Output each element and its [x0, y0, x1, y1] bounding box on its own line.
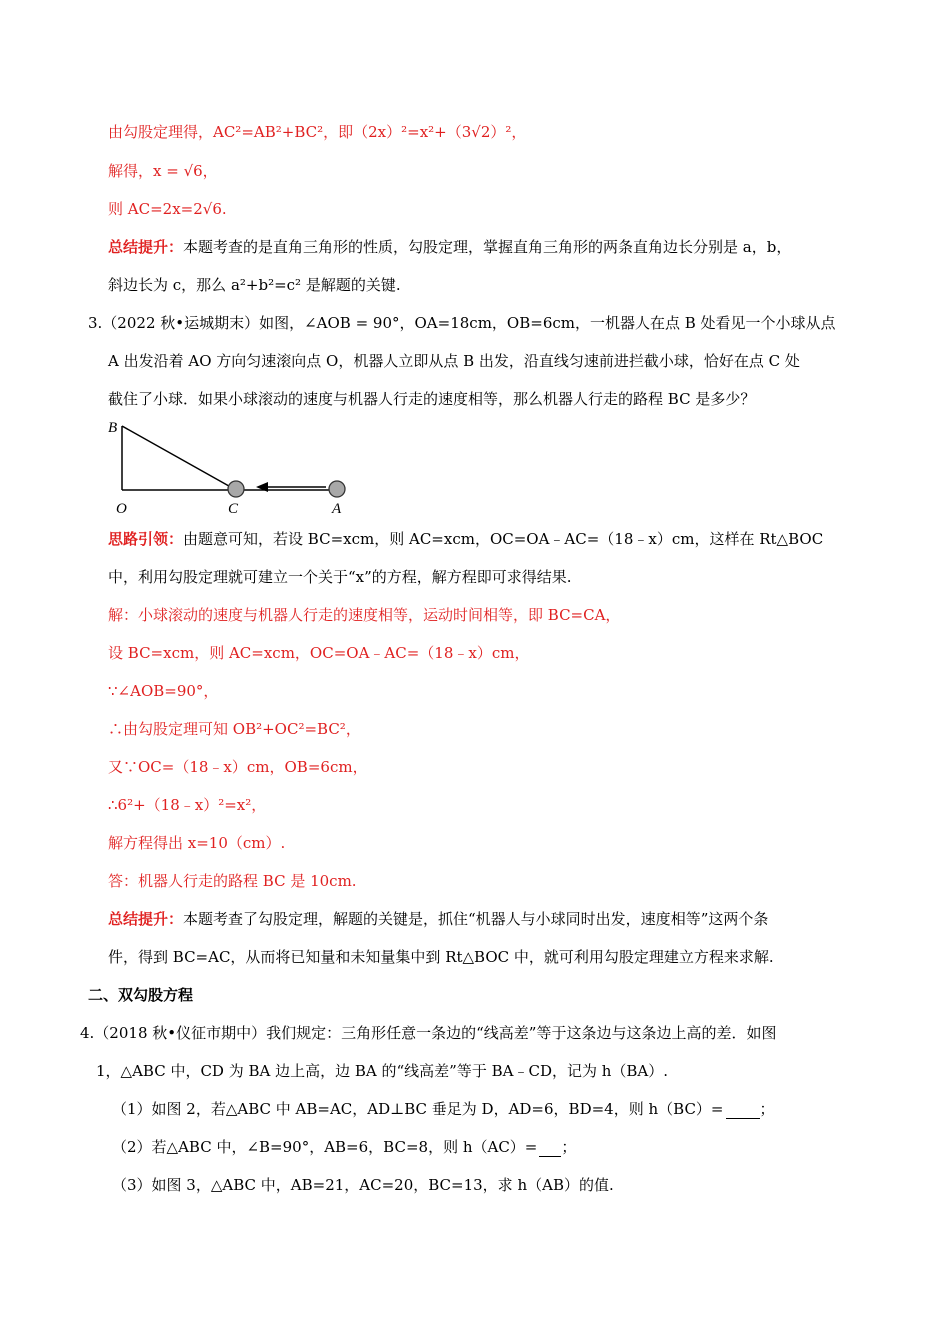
label-c: C [228, 501, 239, 517]
thinking-text: 由题意可知，若设 BC=xcm，则 AC=xcm，OC=OA﹣AC=（18﹣x）cm，这样在 Rt△BOC [183, 530, 824, 548]
question-end: ； [759, 1100, 775, 1118]
section-title: 二、双勾股方程 [88, 986, 194, 1004]
solution-line-1: 由勾股定理得，AC²=AB²+BC²，即（2x）²=x²+（3√2）²， [108, 123, 527, 141]
summary-label: 总结提升： [108, 238, 184, 256]
answer-blank[interactable] [726, 1102, 760, 1119]
segment-bc [122, 426, 236, 490]
geometry-figure [104, 416, 364, 522]
solution-3-line-6: ∴6²+（18﹣x）²=x²， [108, 796, 267, 814]
question-text: （2）若△ABC 中，∠B=90°，AB=6，BC=8，则 h（AC）= [112, 1138, 538, 1156]
problem-4-line-1: 4.（2018 秋•仪征市期中）我们规定：三角形任意一条边的“线高差”等于这条边与这条边上高的差．如图 [80, 1024, 777, 1042]
solution-3-line-2: 设 BC=xcm，则 AC=xcm，OC=OA﹣AC=（18﹣x）cm， [108, 644, 530, 662]
solution-3-line-1: 解：小球滚动的速度与机器人行走的速度相等，运动时间相等，即 BC=CA， [108, 606, 621, 624]
solution-3-line-8: 答：机器人行走的路程 BC 是 10cm. [108, 872, 357, 890]
solution-3-line-5: 又∵OC=（18﹣x）cm，OB=6cm， [108, 758, 368, 776]
solution-line-2: 解得，x = √6， [108, 162, 218, 180]
solution-3-line-7: 解方程得出 x=10（cm）. [108, 834, 286, 852]
label-o: O [116, 501, 127, 517]
problem-3-line-1: 3.（2022 秋•运城期末）如图，∠AOB = 90°，OA=18cm，OB=6cm，一机器人在点 B 处看见一个小球从点 [88, 314, 836, 332]
problem-4-question-3: （3）如图 3，△ABC 中，AB=21，AC=20，BC=13，求 h（AB）的值. [112, 1176, 614, 1194]
label-b: B [108, 420, 118, 436]
thinking-label: 思路引领： [108, 530, 184, 548]
question-end: ； [561, 1138, 577, 1156]
question-text: （1）如图 2，若△ABC 中 AB=AC，AD⊥BC 垂足为 D，AD=6，BD=4，则 h（BC）= [112, 1100, 724, 1118]
answer-blank[interactable] [539, 1140, 561, 1157]
problem-4-question-1 [112, 1099, 775, 1119]
summary-1-line-2: 斜边长为 c，那么 a²+b²=c² 是解题的关键. [108, 276, 401, 294]
ball-at-c [228, 481, 244, 497]
problem-3-line-2: A 出发沿着 AO 方向匀速滚向点 O，机器人立即从点 B 出发，沿直线匀速前进拦截小球，恰好在点 C 处 [108, 352, 800, 370]
summary-text: 本题考查了勾股定理，解题的关键是，抓住“机器人与小球同时出发，速度相等”这两个条 [183, 910, 769, 928]
summary-1-line-1 [108, 237, 791, 257]
summary-2-line-2: 件，得到 BC=AC，从而将已知量和未知量集中到 Rt△BOC 中，就可利用勾股定理建立方程来求解. [108, 948, 774, 966]
solution-3-line-4: ∴由勾股定理可知 OB²+OC²=BC²， [108, 720, 361, 738]
solution-3-line-3: ∵∠AOB=90°， [108, 682, 219, 700]
problem-3-line-3: 截住了小球．如果小球滚动的速度与机器人行走的速度相等，那么机器人行走的路程 BC 是多少？ [108, 390, 756, 408]
summary-label: 总结提升： [108, 910, 184, 928]
ball-at-a [329, 481, 345, 497]
thinking-line-1 [108, 529, 823, 549]
summary-2-line-1 [108, 909, 768, 929]
solution-line-3: 则 AC=2x=2√6. [108, 200, 227, 218]
summary-text: 本题考查的是直角三角形的性质，勾股定理，掌握直角三角形的两条直角边长分别是 a，b， [183, 238, 792, 256]
problem-4-line-2: 1，△ABC 中，CD 为 BA 边上高，边 BA 的“线高差”等于 BA﹣CD，记为 h（BA）. [96, 1062, 669, 1080]
problem-4-question-2 [112, 1137, 576, 1157]
label-a: A [332, 501, 342, 517]
thinking-line-2: 中，利用勾股定理就可建立一个关于“x”的方程，解方程即可求得结果. [108, 568, 572, 586]
